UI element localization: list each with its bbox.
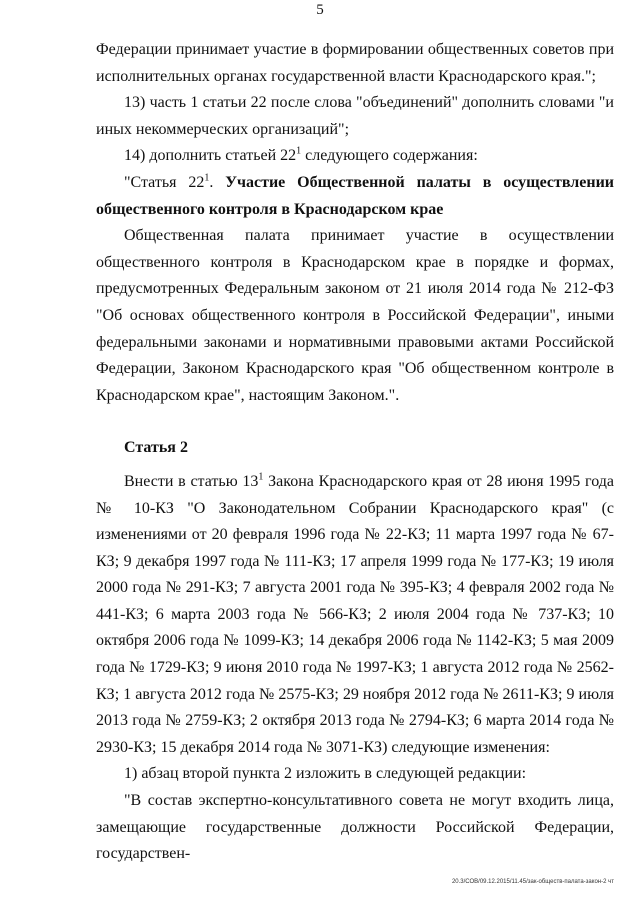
article-22-1-prefix: "Статья 22 — [124, 173, 205, 191]
paragraph-item-14 — [96, 143, 614, 170]
item-14-text: 14) дополнить статьей 22 — [124, 147, 297, 165]
paragraph-item-13: 13) часть 1 статьи 22 после слова "объединений" дополнить словами "и иных некоммерческих организаций"; — [96, 94, 614, 138]
item-14-superscript: 1 — [296, 146, 302, 158]
article-2-superscript: 1 — [258, 471, 264, 483]
page-number: 5 — [316, 2, 324, 18]
paragraph-article-2-amendments — [96, 469, 614, 762]
article-22-1-dot: . — [209, 173, 226, 191]
article-22-1-superscript: 1 — [204, 172, 210, 184]
article-2-text: Внести в статью 13 — [124, 472, 259, 490]
paragraph-continuation: Федерации принимает участие в формировании общественных советов при исполнительных органах государственной власти Краснодарского края."; — [96, 41, 614, 85]
article-22-1-title: Участие Общественной палаты в осуществлении общественного контроля в Краснодарском крае — [96, 173, 615, 218]
paragraph-item-1: 1) абзац второй пункта 2 изложить в следующей редакции: — [124, 765, 527, 783]
item-14-tail: следующего содержания: — [301, 147, 478, 165]
article-22-1-heading — [96, 170, 614, 223]
article-2-tail: Закона Краснодарского края от 28 июня 1995 года № 10-КЗ "О Законодательном Собрании Краснодарского края" (с изменениями от 20 февраля 1996 года № 22-КЗ; 11 марта 1997 года № 67-КЗ; 9 декабря 1997 года № 111-КЗ; 17 апреля 1999 года № 177-КЗ; 19 июля 2000 года № 291-КЗ; 7 августа 2001 года № 395-КЗ; 4 февраля 2002 года № 441-КЗ; 6 марта 2003 года № 566-КЗ; 2 июля 2004 года № 737-КЗ; 10 октября 2006 года № 1099-КЗ; 14 декабря 2006 года № 1142-КЗ; 5 мая 2009 года № 1729-КЗ; 9 июня 2010 года № 1997-КЗ; 1 августа 2012 года № 2562-КЗ; 1 августа 2012 года № 2575-КЗ; 29 ноября 2012 года № 2611-КЗ; 9 июля 2013 года № 2759-КЗ; 2 октября 2013 года № 2794-КЗ; 6 марта 2014 года № 2930-КЗ; 15 декабря 2014 года № 3071-КЗ) следующие изменения: — [96, 472, 614, 756]
paragraph-article-22-1-body: Общественная палата принимает участие в осуществлении общественного контроля в Краснодарском крае в порядке и формах, предусмотренных Федеральным законом от 21 июля 2014 года № 212-ФЗ "Об основах общественного контроля в Российской Федерации", иными федеральными законами и нормативными правовыми актами Российской Федерации, Законом Краснодарского края "Об общественном контроле в Краснодарском крае", настоящим Законом.". — [96, 227, 614, 404]
footer-file-reference: 20.3/СОВ/09.12.2015/11.45/зак-обществ-палата-закон-2 чт — [451, 879, 614, 885]
paragraph-quoted-text: "В состав экспертно-консультативного совета не могут входить лица, замещающие государственные должности Российской Федерации, государствен- — [96, 792, 614, 863]
article-2-heading: Статья 2 — [124, 439, 188, 457]
document-body — [96, 37, 614, 868]
